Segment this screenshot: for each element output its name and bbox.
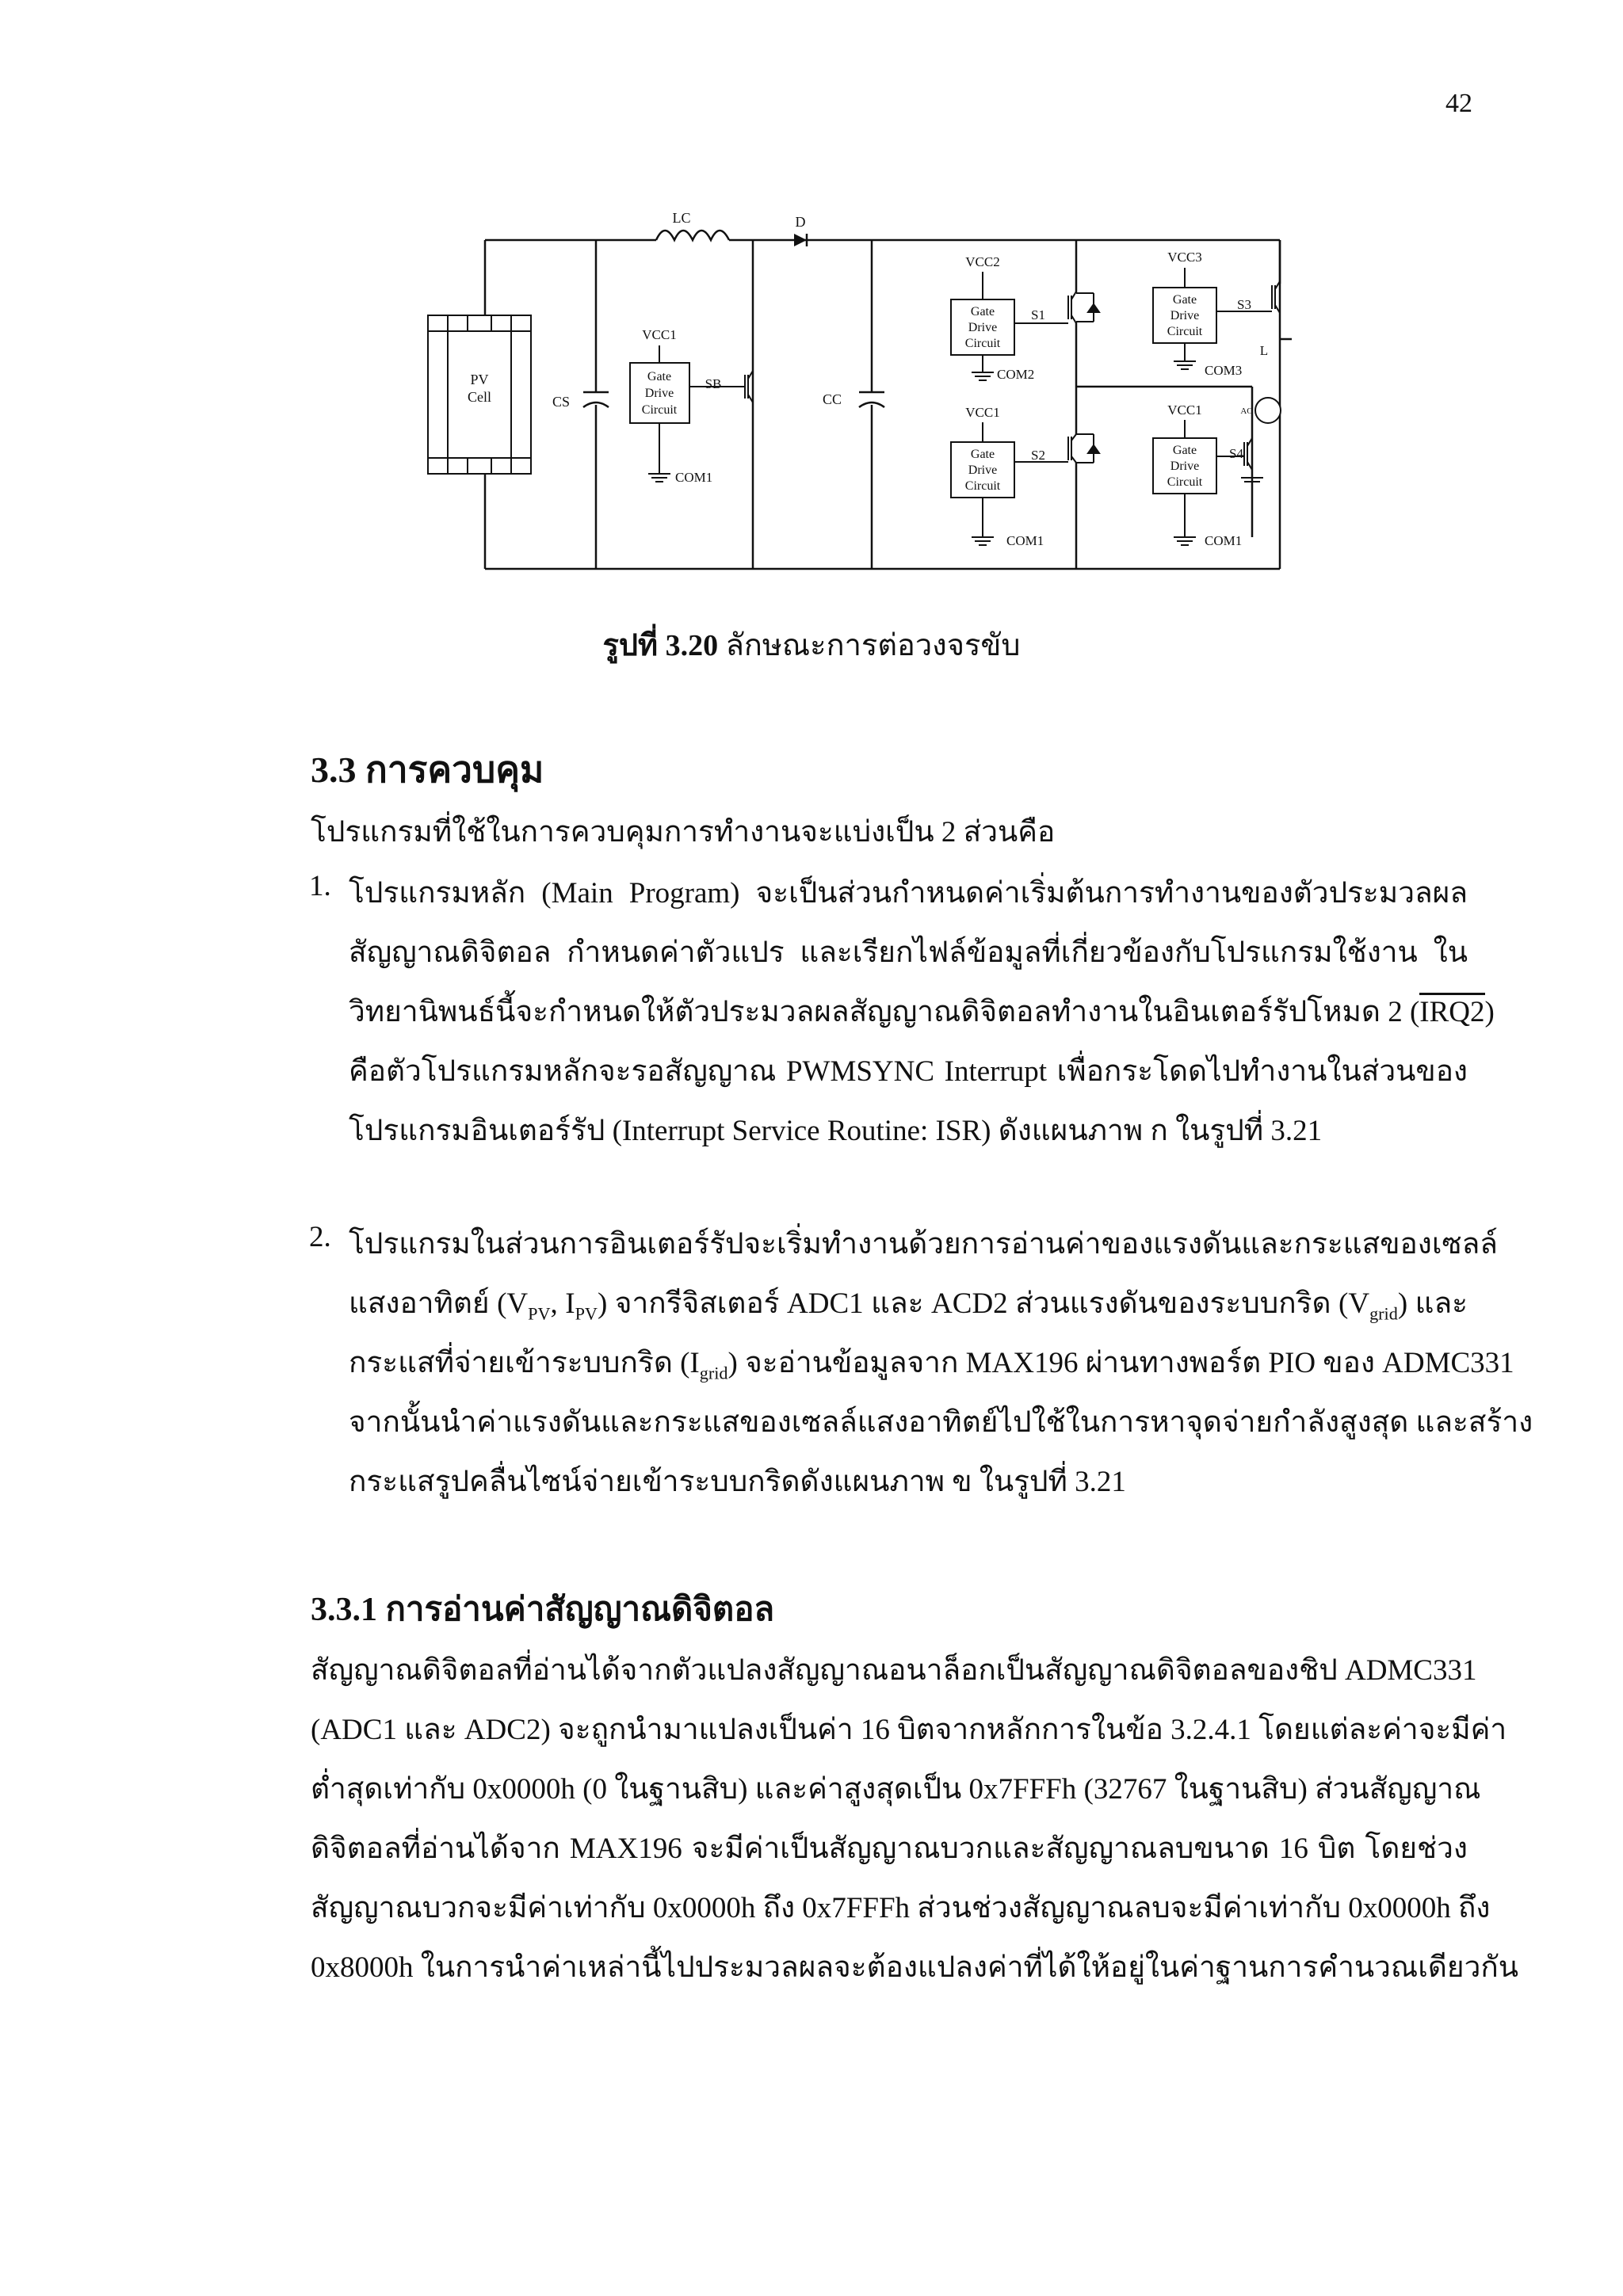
item2-line5: กระแสรูปคลื่นไซน์จ่ายเข้าระบบกริดดังแผนภาพ ข ในรูปที่ 3.21 [349, 1466, 1126, 1498]
gate-label: Gate [1172, 444, 1197, 457]
subscript: grid [699, 1363, 728, 1383]
circuit-label: Circuit [964, 479, 1001, 493]
sub-line2: (ADC1 และ ADC2) จะถูกนำมาแปลงเป็นค่า 16 บิตจากหลักการในข้อ 3.2.4.1 โดยแต่ละค่าจะมีค่า [311, 1714, 1507, 1746]
circuit-label: Circuit [1167, 475, 1203, 489]
circuit-diagram [420, 204, 1292, 577]
text-run: ) และ [1397, 1287, 1468, 1320]
list-marker-1: 1. [309, 870, 331, 902]
s3-label: S3 [1237, 297, 1251, 312]
item1-line3 [349, 988, 1495, 1035]
com2-label: COM2 [997, 367, 1035, 382]
text-run: แสงอาทิตย์ (V [349, 1287, 529, 1320]
gate-label: Gate [1172, 293, 1197, 307]
section-heading: 3.3 การควบคุม [311, 749, 544, 790]
com1-sb-label: COM1 [675, 470, 713, 485]
igbt-s1-icon [1068, 292, 1099, 323]
vcc2-label: VCC2 [965, 254, 1000, 269]
circuit-label: Circuit [1167, 325, 1203, 338]
com3-label: COM3 [1205, 363, 1243, 378]
ground-icon [648, 474, 670, 482]
l-label: L [1259, 343, 1269, 358]
subscript: PV [528, 1303, 551, 1324]
com1-s2-label: COM1 [1006, 533, 1044, 548]
item1-line5: โปรแกรมอินเตอร์รัป (Interrupt Service Routine: ISR) ดังแผนภาพ ก ในรูปที่ 3.21 [349, 1115, 1323, 1147]
vcc3-label: VCC3 [1167, 250, 1202, 265]
gate-label: Gate [970, 448, 995, 461]
ground-icon [972, 537, 994, 545]
cs-label: CS [552, 394, 571, 410]
text-run: ) จากรีจิสเตอร์ ADC1 และ ACD2 ส่วนแรงดันของระบบกริด (V [597, 1287, 1370, 1320]
caption-text: ลักษณะการต่อวงจรขับ [725, 629, 1021, 662]
sub-line3: ต่ำสุดเท่ากับ 0x0000h (0 ในฐานสิบ) และค่าสูงสุดเป็น 0x7FFFh (32767 ในฐานสิบ) ส่วนสัญญาณ [311, 1773, 1481, 1806]
circuit-label: Circuit [964, 337, 1001, 350]
gate-label: Gate [647, 370, 672, 383]
item2-line1: โปรแกรมในส่วนการอินเตอร์รัปจะเริ่มทำงานด้วยการอ่านค่าของแรงดันและกระแสของเซลล์ [349, 1228, 1498, 1261]
item1-line4: คือตัวโปรแกรมหลักจะรอสัญญาณ PWMSYNC Interrupt เพื่อกระโดดไปทำงานในส่วนของ [349, 1055, 1468, 1088]
ground-icon [1174, 361, 1196, 369]
caption-label: รูปที่ 3.20 [602, 629, 719, 662]
sb-label: SB [705, 376, 722, 391]
text-run: , I [550, 1287, 575, 1320]
subscript: grid [1369, 1303, 1398, 1324]
s2-label: S2 [1031, 448, 1045, 463]
vcc1-s2-label: VCC1 [965, 405, 1000, 420]
sub-line6: 0x8000h ในการนำค่าเหล่านี้ไปประมวลผลจะต้องแปลงค่าที่ได้ให้อยู่ในค่าฐานการคำนวณเดียวกัน [311, 1951, 1519, 1984]
ac-label: AC [1240, 406, 1253, 416]
drive-label: Drive [968, 463, 998, 477]
ground-icon [972, 372, 994, 380]
lc-label: LC [672, 210, 691, 226]
section-intro: โปรแกรมที่ใช้ในการควบคุมการทำงานจะแบ่งเป็น 2 ส่วนคือ [311, 816, 1056, 849]
item1-line3-post: ) [1484, 996, 1495, 1028]
item2-line4: จากนั้นนำค่าแรงดันและกระแสของเซลล์แสงอาทิตย์ไปใช้ในการหาจุดจ่ายกำลังสูงสุด และสร้าง [349, 1406, 1533, 1439]
subscript: PV [575, 1303, 598, 1324]
sub-line4: ดิจิตอลที่อ่านได้จาก MAX196 จะมีค่าเป็นสัญญาณบวกและสัญญาณลบขนาด 16 บิต โดยช่วง [311, 1833, 1468, 1865]
list-marker-2: 2. [309, 1221, 331, 1253]
text-run: กระแสที่จ่ายเข้าระบบกริด (I [349, 1347, 700, 1379]
igbt-s3-icon [1272, 281, 1280, 313]
irq2-label: IRQ2 [1419, 993, 1484, 1028]
text-run: ) จะอ่านข้อมูลจาก MAX196 ผ่านทางพอร์ต PIO ของ ADMC331 [727, 1347, 1514, 1379]
s1-label: S1 [1031, 307, 1045, 322]
igbt-sb-icon [745, 371, 753, 402]
diode-d-icon [794, 234, 807, 246]
sub-line5: สัญญาณบวกจะมีค่าเท่ากับ 0x0000h ถึง 0x7FFFh ส่วนช่วงสัญญาณลบจะมีค่าเท่ากับ 0x0000h ถึง [311, 1892, 1491, 1924]
figure-caption [0, 620, 1623, 669]
item2-line2 [349, 1280, 1468, 1326]
subsection-heading: 3.3.1 การอ่านค่าสัญญาณดิจิตอล [311, 1592, 775, 1628]
s4-label: S4 [1229, 446, 1243, 461]
com1-s4-label: COM1 [1205, 533, 1243, 548]
sub-line1: สัญญาณดิจิตอลที่อ่านได้จากตัวแปลงสัญญาณอนาล็อกเป็นสัญญาณดิจิตอลของชิป ADMC331 [311, 1654, 1477, 1687]
cc-label: CC [822, 391, 842, 407]
circuit-label: Circuit [641, 403, 678, 417]
pv-label-2: Cell [468, 389, 491, 405]
item2-line3 [349, 1339, 1514, 1386]
inductor-lc-icon [656, 231, 729, 240]
drive-label: Drive [968, 321, 998, 334]
item1-line3-pre: วิทยานิพนธ์นี้จะกำหนดให้ตัวประมวลผลสัญญาณดิจิตอลทำงานในอินเตอร์รัปโหมด 2 ( [349, 996, 1420, 1028]
ground-icon [1174, 537, 1196, 545]
drive-label: Drive [1170, 460, 1200, 473]
d-label: D [795, 214, 806, 230]
page-number: 42 [1445, 89, 1472, 118]
vcc1-sb-label: VCC1 [642, 327, 677, 342]
drive-label: Drive [644, 387, 674, 400]
vcc1-s4-label: VCC1 [1167, 402, 1202, 418]
igbt-s2-icon [1068, 434, 1099, 463]
drive-label: Drive [1170, 309, 1200, 322]
gate-label: Gate [970, 305, 995, 318]
item1-line1: โปรแกรมหลัก (Main Program) จะเป็นส่วนกำหนดค่าเริ่มต้นการทำงานของตัวประมวลผล [349, 877, 1468, 910]
pv-label-1: PV [470, 372, 489, 387]
item1-line2: สัญญาณดิจิตอล กำหนดค่าตัวแปร และเรียกไฟล์ข้อมูลที่เกี่ยวข้องกับโปรแกรมใช้งาน ใน [349, 936, 1468, 969]
ac-source-icon [1255, 398, 1281, 423]
